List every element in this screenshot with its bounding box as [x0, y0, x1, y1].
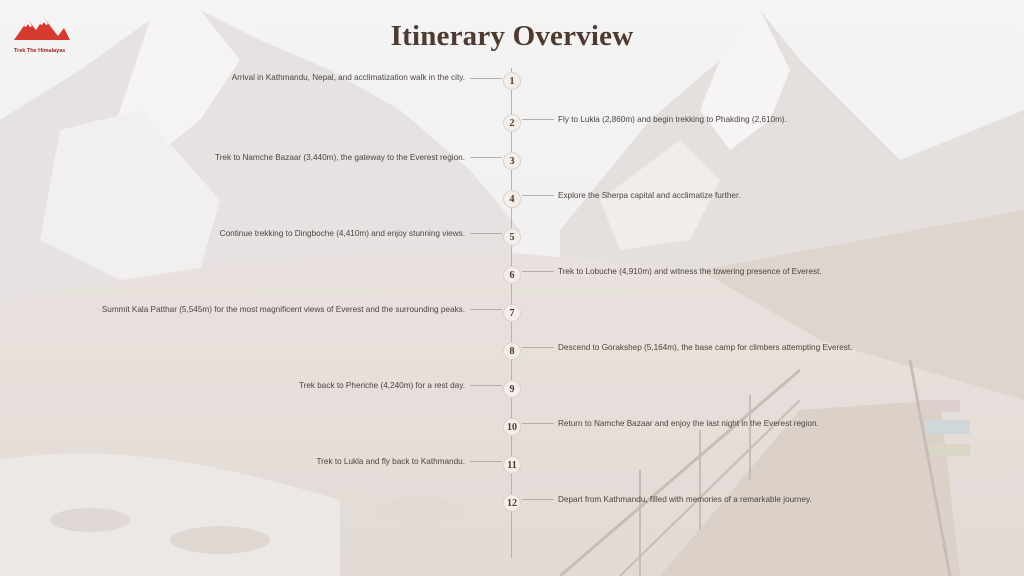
- connector: [522, 347, 554, 348]
- itinerary-day-text: Return to Namche Bazaar and enjoy the last night in the Everest region.: [558, 419, 819, 428]
- itinerary-day-number: 12: [503, 494, 521, 512]
- connector: [522, 271, 554, 272]
- itinerary-day-number: 8: [503, 342, 521, 360]
- connector: [522, 195, 554, 196]
- itinerary-day-number: 6: [503, 266, 521, 284]
- connector: [470, 78, 502, 79]
- itinerary-day-text: Fly to Lukla (2,860m) and begin trekking to Phakding (2,610m).: [558, 115, 787, 124]
- itinerary-day-text: Trek to Lobuche (4,910m) and witness the towering presence of Everest.: [558, 267, 822, 276]
- itinerary-day-number: 11: [503, 456, 521, 474]
- connector: [470, 461, 502, 462]
- connector: [470, 385, 502, 386]
- itinerary-day-number: 7: [503, 304, 521, 322]
- connector: [522, 499, 554, 500]
- itinerary-day-text: Arrival in Kathmandu, Nepal, and acclimatization walk in the city.: [231, 73, 465, 82]
- itinerary-day-number: 2: [503, 114, 521, 132]
- itinerary-day-number: 1: [503, 72, 521, 90]
- connector: [522, 423, 554, 424]
- itinerary-day-number: 4: [503, 190, 521, 208]
- connector: [470, 233, 502, 234]
- connector: [470, 309, 502, 310]
- connector: [522, 119, 554, 120]
- itinerary-day-text: Trek back to Pheriche (4,240m) for a rest day.: [298, 381, 465, 390]
- page-title: Itinerary Overview: [390, 20, 634, 52]
- itinerary-day-text: Trek to Lukla and fly back to Kathmandu.: [316, 457, 465, 466]
- itinerary-day-number: 5: [503, 228, 521, 246]
- itinerary-day-text: Trek to Namche Bazaar (3,440m), the gateway to the Everest region.: [215, 153, 465, 162]
- brand-name: Trek The Himalayas: [14, 48, 66, 54]
- itinerary-day-text: Depart from Kathmandu, filled with memories of a remarkable journey.: [558, 495, 812, 504]
- itinerary-day-number: 3: [503, 152, 521, 170]
- itinerary-day-number: 10: [503, 418, 521, 436]
- itinerary-day-text: Explore the Sherpa capital and acclimatize further.: [558, 191, 741, 200]
- itinerary-day-text: Summit Kala Patthar (5,545m) for the most magnificent views of Everest and the surrounding peaks.: [101, 305, 465, 314]
- connector: [470, 157, 502, 158]
- itinerary-day-text: Descend to Gorakshep (5,164m), the base camp for climbers attempting Everest.: [558, 343, 853, 352]
- itinerary-day-number: 9: [503, 380, 521, 398]
- itinerary-day-text: Continue trekking to Dingboche (4,410m) and enjoy stunning views.: [219, 229, 465, 238]
